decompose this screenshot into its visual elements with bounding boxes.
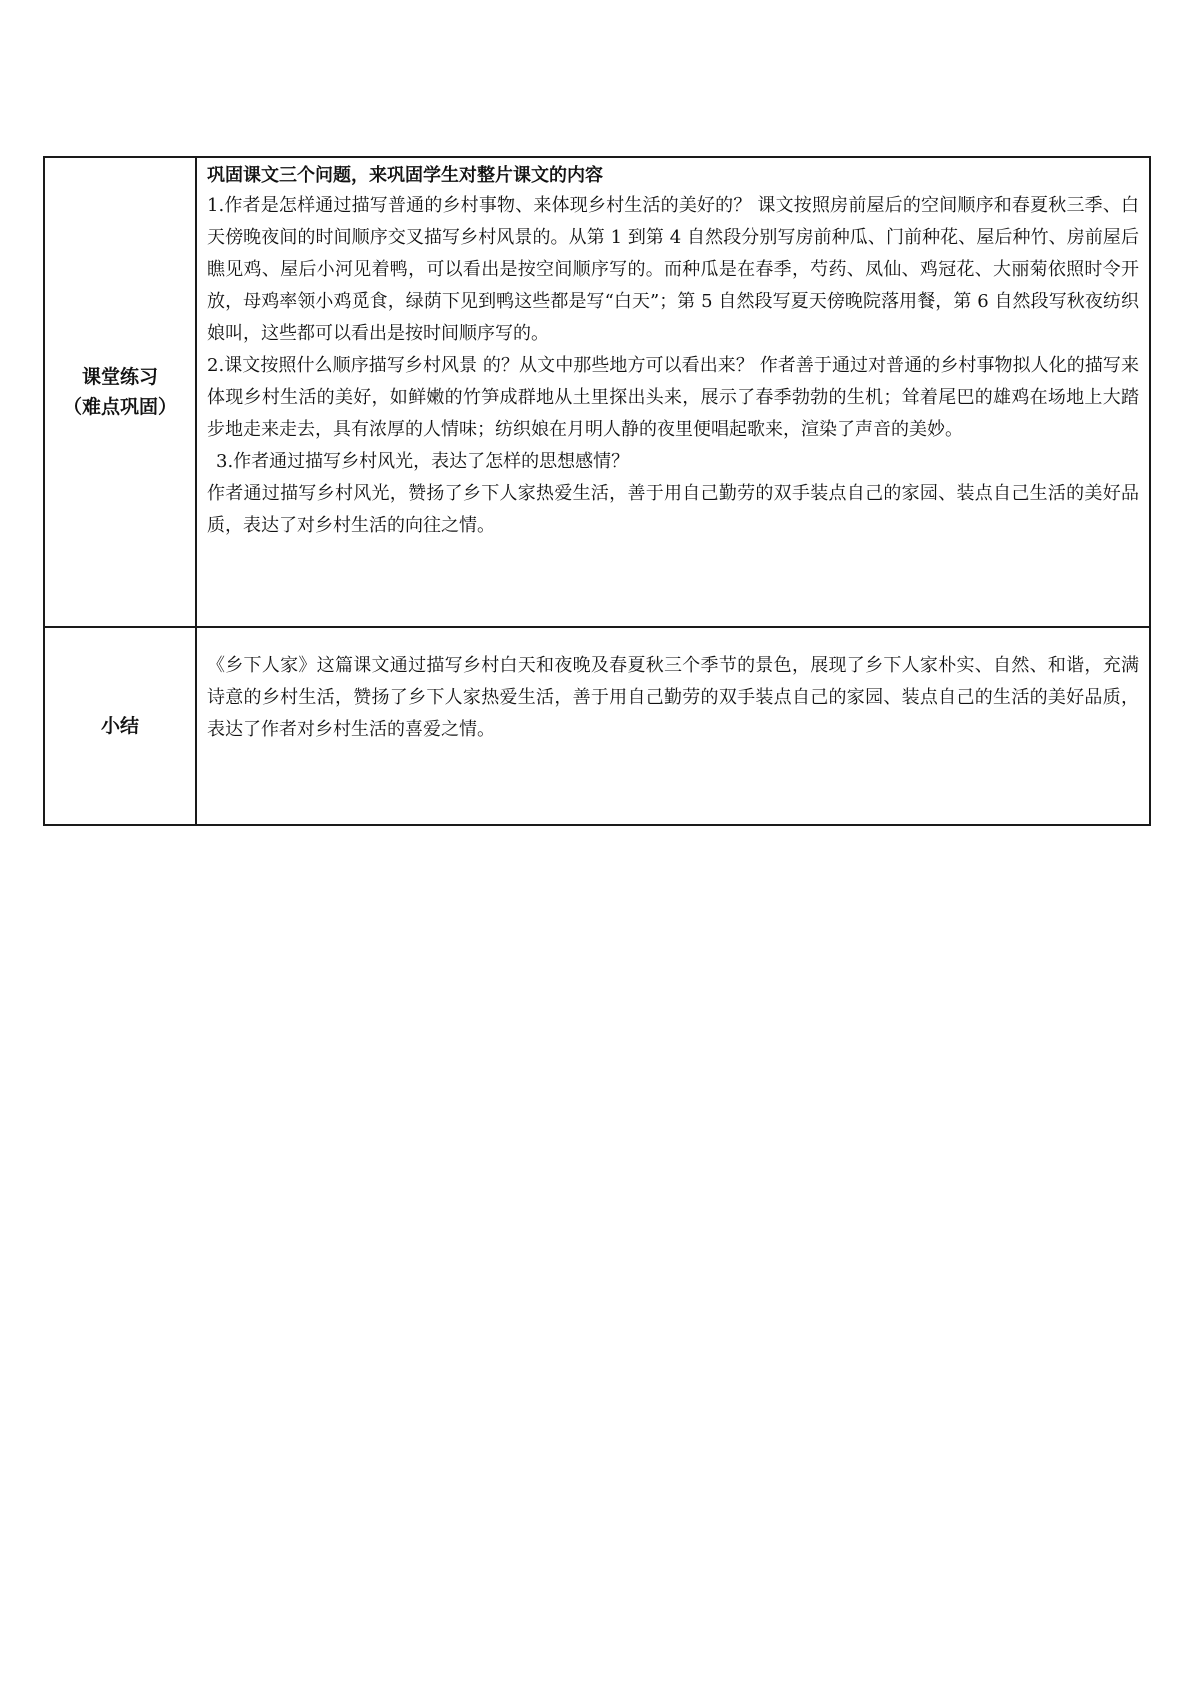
practice-label-cell <box>44 157 196 627</box>
summary-text: 《乡下人家》这篇课文通过描写乡村白天和夜晚及春夏秋三个季节的景色，展现了乡下人家朴实、自然、和谐，充满诗意的乡村生活，赞扬了乡下人家热爱生活，善于用自己勤劳的双手装点自己的家园、装点自己的生活的美好品质，表达了作者对乡村生活的喜爱之情。 <box>207 655 1139 740</box>
table-row-summary <box>44 627 1150 825</box>
summary-label: 小结 <box>100 715 139 737</box>
practice-content-cell <box>196 157 1150 627</box>
table-row-practice <box>44 157 1150 627</box>
practice-heading: 巩固课文三个问题，来巩固学生对整片课文的内容 <box>207 165 603 186</box>
practice-label-subtitle: （难点巩固） <box>62 396 177 418</box>
practice-content <box>197 158 1149 542</box>
summary-label-cell <box>44 627 196 825</box>
question-3: 3.作者通过描写乡村风光，表达了怎样的思想感情？ <box>216 451 630 472</box>
lesson-table <box>43 156 1151 826</box>
question-2: 2.课文按照什么顺序描写乡村风景 的？从文中那些地方可以看出来？ 作者善于通过对普通的乡村事物拟人化的描写来体现乡村生活的美好，如鲜嫩的竹笋成群地从土里探出头来，展示了春季勃勃的生机；耸着尾巴的雄鸡在场地上大踏步地走来走去，具有浓厚的人情味；纺织娘在月明人静的夜里便唱起歌来，渲染了声音的美妙。 <box>207 355 1139 440</box>
practice-label-title: 课堂练习 <box>81 366 158 388</box>
answer-3: 作者通过描写乡村风光，赞扬了乡下人家热爱生活，善于用自己勤劳的双手装点自己的家园、装点自己生活的美好品质，表达了对乡村生活的向往之情。 <box>207 483 1139 536</box>
summary-content-cell <box>196 627 1150 825</box>
question-1: 1.作者是怎样通过描写普通的乡村事物、来体现乡村生活的美好的？ 课文按照房前屋后的空间顺序和春夏秋三季、白天傍晚夜间的时间顺序交叉描写乡村风景的。从第 1 到第 4 自然段分别写房前种瓜、门前种花、屋后种竹、房前屋后瞧见鸡、屋后小河见着鸭，可以看出是按空间顺序写的。而种瓜是在春季，芍药、凤仙、鸡冠花、大丽菊依照时令开放，母鸡率领小鸡觅食，绿荫下见到鸭这些都是写“白天”；第 5 自然段写夏天傍晚院落用餐，第 6 自然段写秋夜纺织娘叫，这些都可以看出是按时间顺序写的。 <box>207 195 1139 344</box>
